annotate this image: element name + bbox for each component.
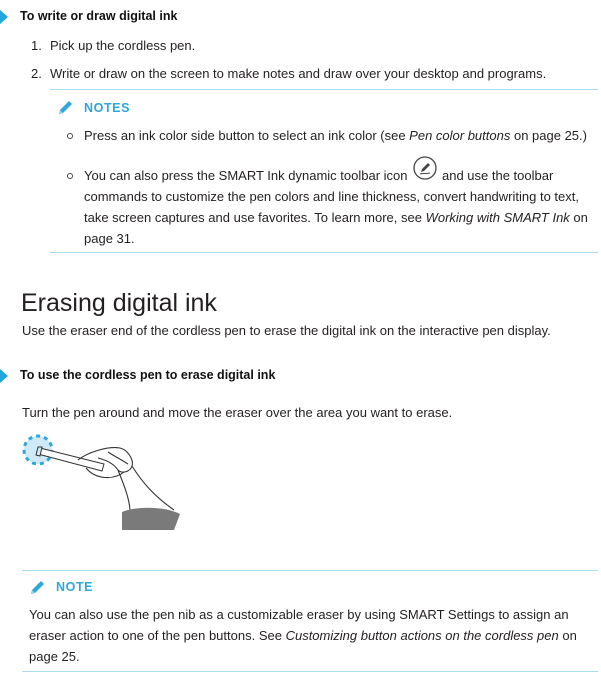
note-bullet-text: take screen captures and use favorites. To learn more, see Working with SMART Ink on [84, 210, 588, 225]
bullet [67, 173, 73, 179]
step-number: 2. [31, 66, 42, 81]
note-text: You can also use the pen nib as a customizable eraser by using SMART Settings to assign an [29, 607, 569, 622]
note-bullet-text: page 31. [84, 231, 135, 246]
note-bullet-text: commands to customize the pen colors and line thickness, convert handwriting to text, [84, 189, 579, 204]
section-title: Erasing digital ink [21, 289, 217, 317]
eraser-illustration [18, 430, 198, 540]
step-text: Write or draw on the screen to make notes and draw over your desktop and programs. [50, 66, 547, 81]
bullet [67, 133, 73, 139]
procedure-title: To use the cordless pen to erase digital ink [20, 368, 276, 382]
note-bullet-text: and use the toolbar [442, 168, 554, 183]
note-bullet-text: Press an ink color side button to select an ink color (see Pen color buttons on page 25.) [84, 128, 587, 143]
note-top-rule [22, 570, 598, 571]
notes-bottom-rule [50, 252, 598, 253]
procedure-title: To write or draw digital ink [20, 9, 178, 23]
step-number: 1. [31, 38, 42, 53]
procedure-text: Turn the pen around and move the eraser over the area you want to erase. [22, 405, 453, 420]
step-text: Pick up the cordless pen. [50, 38, 196, 53]
pencil-icon [56, 99, 76, 117]
smart-ink-icon [412, 155, 438, 181]
notes-top-rule [50, 89, 598, 90]
notes-heading: NOTES [84, 101, 131, 115]
note-bullet-text: You can also press the SMART Ink dynamic toolbar icon [84, 168, 408, 183]
note-text: eraser action to one of the pen buttons. See Customizing button actions on the cordless pen on [29, 628, 577, 643]
procedure-arrow-icon [0, 10, 8, 24]
note-text: page 25. [29, 649, 80, 664]
note-bottom-rule [22, 671, 598, 672]
pencil-icon [28, 579, 48, 597]
procedure-arrow-icon [0, 369, 8, 383]
section-intro: Use the eraser end of the cordless pen to erase the digital ink on the interactive pen display. [22, 323, 551, 338]
note-heading: NOTE [56, 580, 94, 594]
